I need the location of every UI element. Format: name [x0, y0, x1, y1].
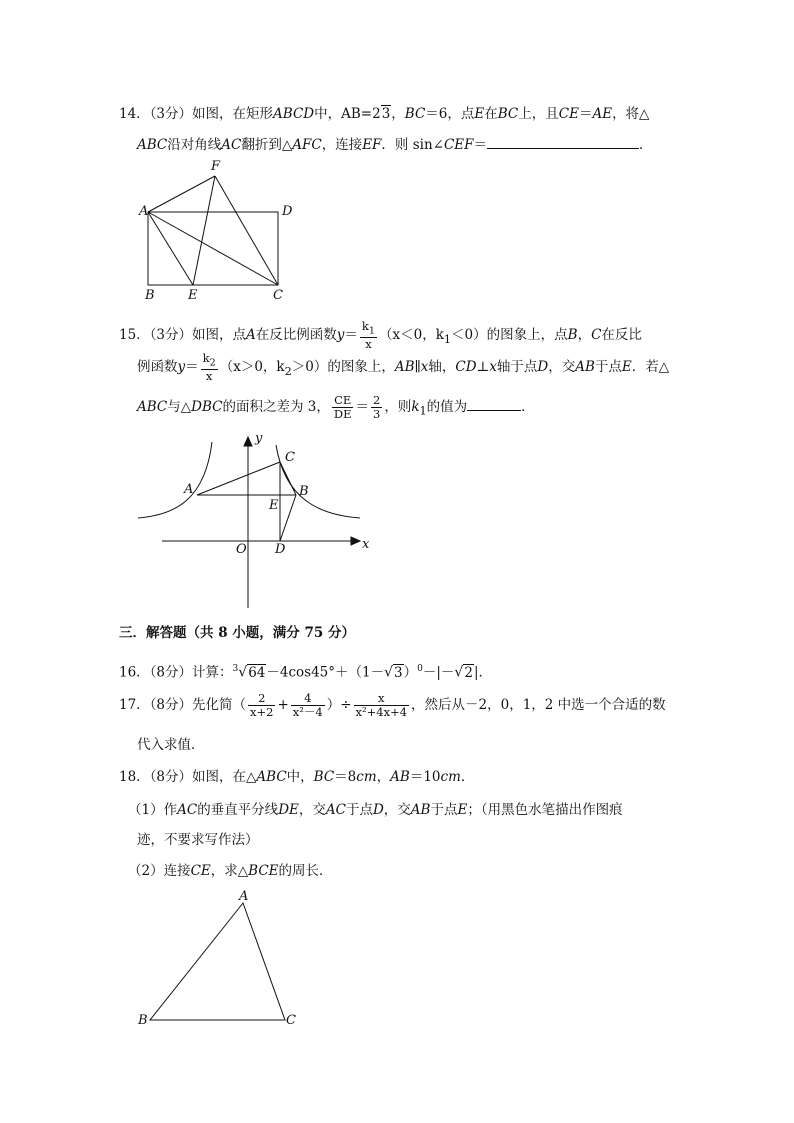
q14-bc: BC — [404, 106, 426, 122]
q18-ac: AC — [325, 802, 346, 818]
q16-score: （8分） — [149, 664, 193, 681]
q14-bc2: BC — [497, 106, 519, 122]
q18-number: 18． — [119, 769, 150, 785]
q15-text: 轴， — [428, 359, 456, 376]
q14-text: ． — [639, 137, 653, 153]
q15-d: D — [537, 359, 549, 376]
q15-three: 3 — [372, 407, 381, 421]
q18-cm: cm — [440, 769, 461, 785]
q15-y: y — [336, 327, 345, 344]
q15-text: 的面积之差为 3， — [222, 399, 330, 415]
q14-text: 如图，在矩形 — [192, 106, 274, 122]
q15-sub: 2 — [209, 357, 216, 369]
q16-text: ） — [403, 664, 418, 681]
q14-text: ，连接 — [321, 137, 363, 153]
q16-radical-sign: √ — [384, 664, 394, 681]
q15-text: ． — [521, 399, 535, 415]
q17-den: x²+4x+4 — [355, 705, 408, 719]
q17-text: ，然后从－2，0，1，2 中选一个合适的数 — [411, 697, 666, 713]
q15-text: 在反比例函数 — [255, 327, 337, 344]
q15-text: 例函数 — [137, 359, 178, 376]
q17-text: + — [277, 697, 289, 713]
q15-text: 如图，点 — [192, 327, 247, 344]
q15-label-b: B — [299, 484, 309, 499]
q18-label-b: B — [138, 1013, 148, 1028]
q18-bce: BCE — [248, 863, 279, 879]
q16-text: －|－ — [422, 664, 455, 681]
q15-b: B — [567, 327, 578, 344]
q18-score: （8分） — [149, 769, 193, 785]
q14-cef: CEF — [443, 137, 474, 153]
q18-abc: ABC — [256, 769, 287, 785]
q14-number: 14． — [119, 106, 150, 122]
q14-label-f: F — [211, 159, 221, 174]
q15-label-a: A — [184, 482, 194, 497]
q15-k: k — [361, 319, 369, 333]
q17-score: （8分） — [149, 697, 193, 713]
q16-radicand: 64 — [248, 664, 266, 681]
q14-text: ＝6，点 — [425, 106, 475, 122]
q18-text: ． — [460, 769, 475, 785]
q15-ab-parallel: AB∥x — [394, 359, 429, 376]
q15-text: ， — [577, 327, 592, 344]
q14-afc: AFC — [292, 137, 322, 153]
q15-text: ，交 — [548, 359, 576, 376]
q18-ce: CE — [190, 863, 211, 879]
q15-label-x: x — [362, 537, 370, 552]
q15-text: 在反比 — [601, 327, 642, 344]
q18-text: ；（用黑色水笔描出作图痕 — [467, 802, 623, 818]
q18-text: （2）连接 — [128, 863, 191, 879]
q17-num: x — [354, 692, 410, 706]
q15-score: （3分） — [149, 327, 193, 344]
q15-label-e: E — [269, 498, 279, 513]
q18-text: ，交 — [383, 802, 411, 818]
q15-label-y: y — [255, 431, 263, 446]
q16-sqrt3: 3 — [394, 664, 403, 681]
q14-text: 上，且 — [518, 106, 559, 122]
q14-ae: AE — [592, 106, 613, 122]
q14-label-a: A — [139, 204, 149, 219]
q17-text: 先化简（ — [192, 697, 247, 713]
q14-ce: CE — [558, 106, 579, 122]
q18-text: ，交 — [298, 802, 326, 818]
q18-cm: cm — [356, 769, 377, 785]
q18-text: ＝10 — [409, 769, 441, 785]
q14-e: E — [474, 106, 485, 122]
q15-x: x — [205, 369, 213, 384]
q15-number: 15． — [119, 327, 150, 344]
q15-label-d: D — [275, 542, 286, 557]
q15-k: k — [202, 351, 210, 365]
q18-ac: AC — [177, 802, 198, 818]
q15-text: 与△ — [167, 399, 192, 415]
q15-e: E — [621, 359, 632, 376]
q16-sqrt2: 2 — [464, 664, 473, 681]
q16-text: －4cos45°＋（1－ — [266, 664, 385, 681]
q14-text: ．则 sin∠ — [381, 137, 444, 153]
q15-label-o: O — [236, 542, 247, 557]
q15-c: C — [591, 327, 602, 344]
section-title: 三．解答题（共 8 小题，满分 75 分） — [119, 625, 355, 641]
q18-text: 于点 — [430, 802, 458, 818]
q18-text: 于点 — [345, 802, 373, 818]
q14-text: 翻折到△ — [241, 137, 293, 153]
q15-text: 轴于点 — [496, 359, 538, 376]
q18-label-c: C — [286, 1013, 296, 1028]
q14-sqrt3: 3 — [381, 106, 391, 122]
q15-text: （x＜0，k — [379, 327, 444, 344]
q15-text: 的值为 — [426, 399, 468, 415]
q14-text: 在 — [484, 106, 498, 122]
q18-text: ＝8 — [334, 769, 357, 785]
q14-text: ， — [391, 106, 405, 122]
q15-text: ＞0）的图象上， — [291, 359, 395, 376]
q15-sub: 2 — [284, 364, 292, 378]
q15-text: ＝ — [344, 327, 358, 344]
q14-ef: EF — [362, 137, 382, 153]
q18-text: 的垂直平分线 — [197, 802, 279, 818]
q14-label-b: B — [145, 288, 155, 303]
q15-text: ．若△ — [631, 359, 670, 376]
q18-text: （1）作 — [128, 802, 178, 818]
q14-ac: AC — [221, 137, 242, 153]
q14-text: ，将△ — [612, 106, 650, 122]
q14-text: ＝ — [473, 137, 488, 153]
q14-label-e: E — [188, 288, 198, 303]
q17-num: 2 — [248, 692, 275, 706]
q16-exponent: 0 — [417, 664, 423, 674]
q14-text: 中，AB=2 — [314, 106, 381, 122]
q15-two: 2 — [372, 393, 381, 407]
q18-e: E — [457, 802, 468, 818]
q17-line2: 代入求值． — [137, 737, 205, 753]
q14-abcd: ABCD — [273, 106, 315, 122]
q17-number: 17． — [119, 697, 150, 713]
q15-x: x — [365, 337, 372, 352]
q17-den: x+2 — [250, 705, 274, 719]
q15-y2: y — [177, 359, 186, 376]
q14-label-c: C — [273, 288, 283, 303]
q14-score: （3分） — [149, 106, 193, 122]
q15-label-c: C — [285, 450, 295, 465]
q16-number: 16． — [119, 664, 150, 681]
q16-text: |． — [473, 664, 492, 681]
q15-ab: AB — [575, 359, 595, 376]
q16-radical-sign: √ — [454, 664, 464, 681]
q15-text: ＝ — [355, 399, 369, 415]
q15-text: ＜0）的图象上，点 — [451, 327, 568, 344]
q18-text: 中， — [286, 769, 314, 785]
q14-abc: ABC — [137, 137, 168, 153]
q16-cube-index: 3 — [232, 664, 239, 674]
q15-cd-perp: CD⊥x — [455, 359, 497, 376]
q15-de: DE — [333, 407, 352, 421]
q14-text: 沿对角线 — [167, 137, 222, 153]
q18-bc: BC — [313, 769, 335, 785]
q15-text: ＝ — [185, 359, 199, 376]
q18-text: 如图，在△ — [192, 769, 257, 785]
q15-ce: CE — [332, 394, 354, 408]
q14-label-d: D — [282, 204, 293, 219]
q15-dbc: DBC — [191, 399, 223, 415]
q17-text: ）÷ — [326, 697, 352, 713]
q18-de: DE — [278, 802, 299, 818]
q18-d: D — [372, 802, 384, 818]
q18-text: ， — [376, 769, 391, 785]
q18-ab: AB — [410, 802, 431, 818]
q18-ab: AB — [390, 769, 410, 785]
q18-triangle — [150, 903, 285, 1020]
q15-k1: k — [411, 399, 420, 415]
q18-part1-line2: 迹，不要求写作法） — [137, 832, 259, 848]
q18-text: 的周长． — [278, 863, 333, 879]
q16-radical-sign: √ — [238, 664, 248, 681]
q15-text: 于点 — [594, 359, 622, 376]
q15-text: ，则 — [384, 399, 412, 415]
q15-a: A — [246, 327, 256, 344]
q15-sub: 1 — [443, 332, 452, 346]
q15-text: （x＞0，k — [219, 359, 285, 376]
q16-text: 计算： — [192, 664, 233, 681]
q17-den: x²－4 — [292, 705, 323, 719]
q17-num: 4 — [291, 692, 325, 706]
q15-sub: 1 — [368, 325, 375, 337]
q18-label-a: A — [239, 889, 249, 904]
q18-text: ，求△ — [210, 863, 249, 879]
q15-sub: 1 — [419, 404, 427, 418]
q14-text: ＝ — [578, 106, 593, 122]
q15-abc: ABC — [137, 399, 168, 415]
